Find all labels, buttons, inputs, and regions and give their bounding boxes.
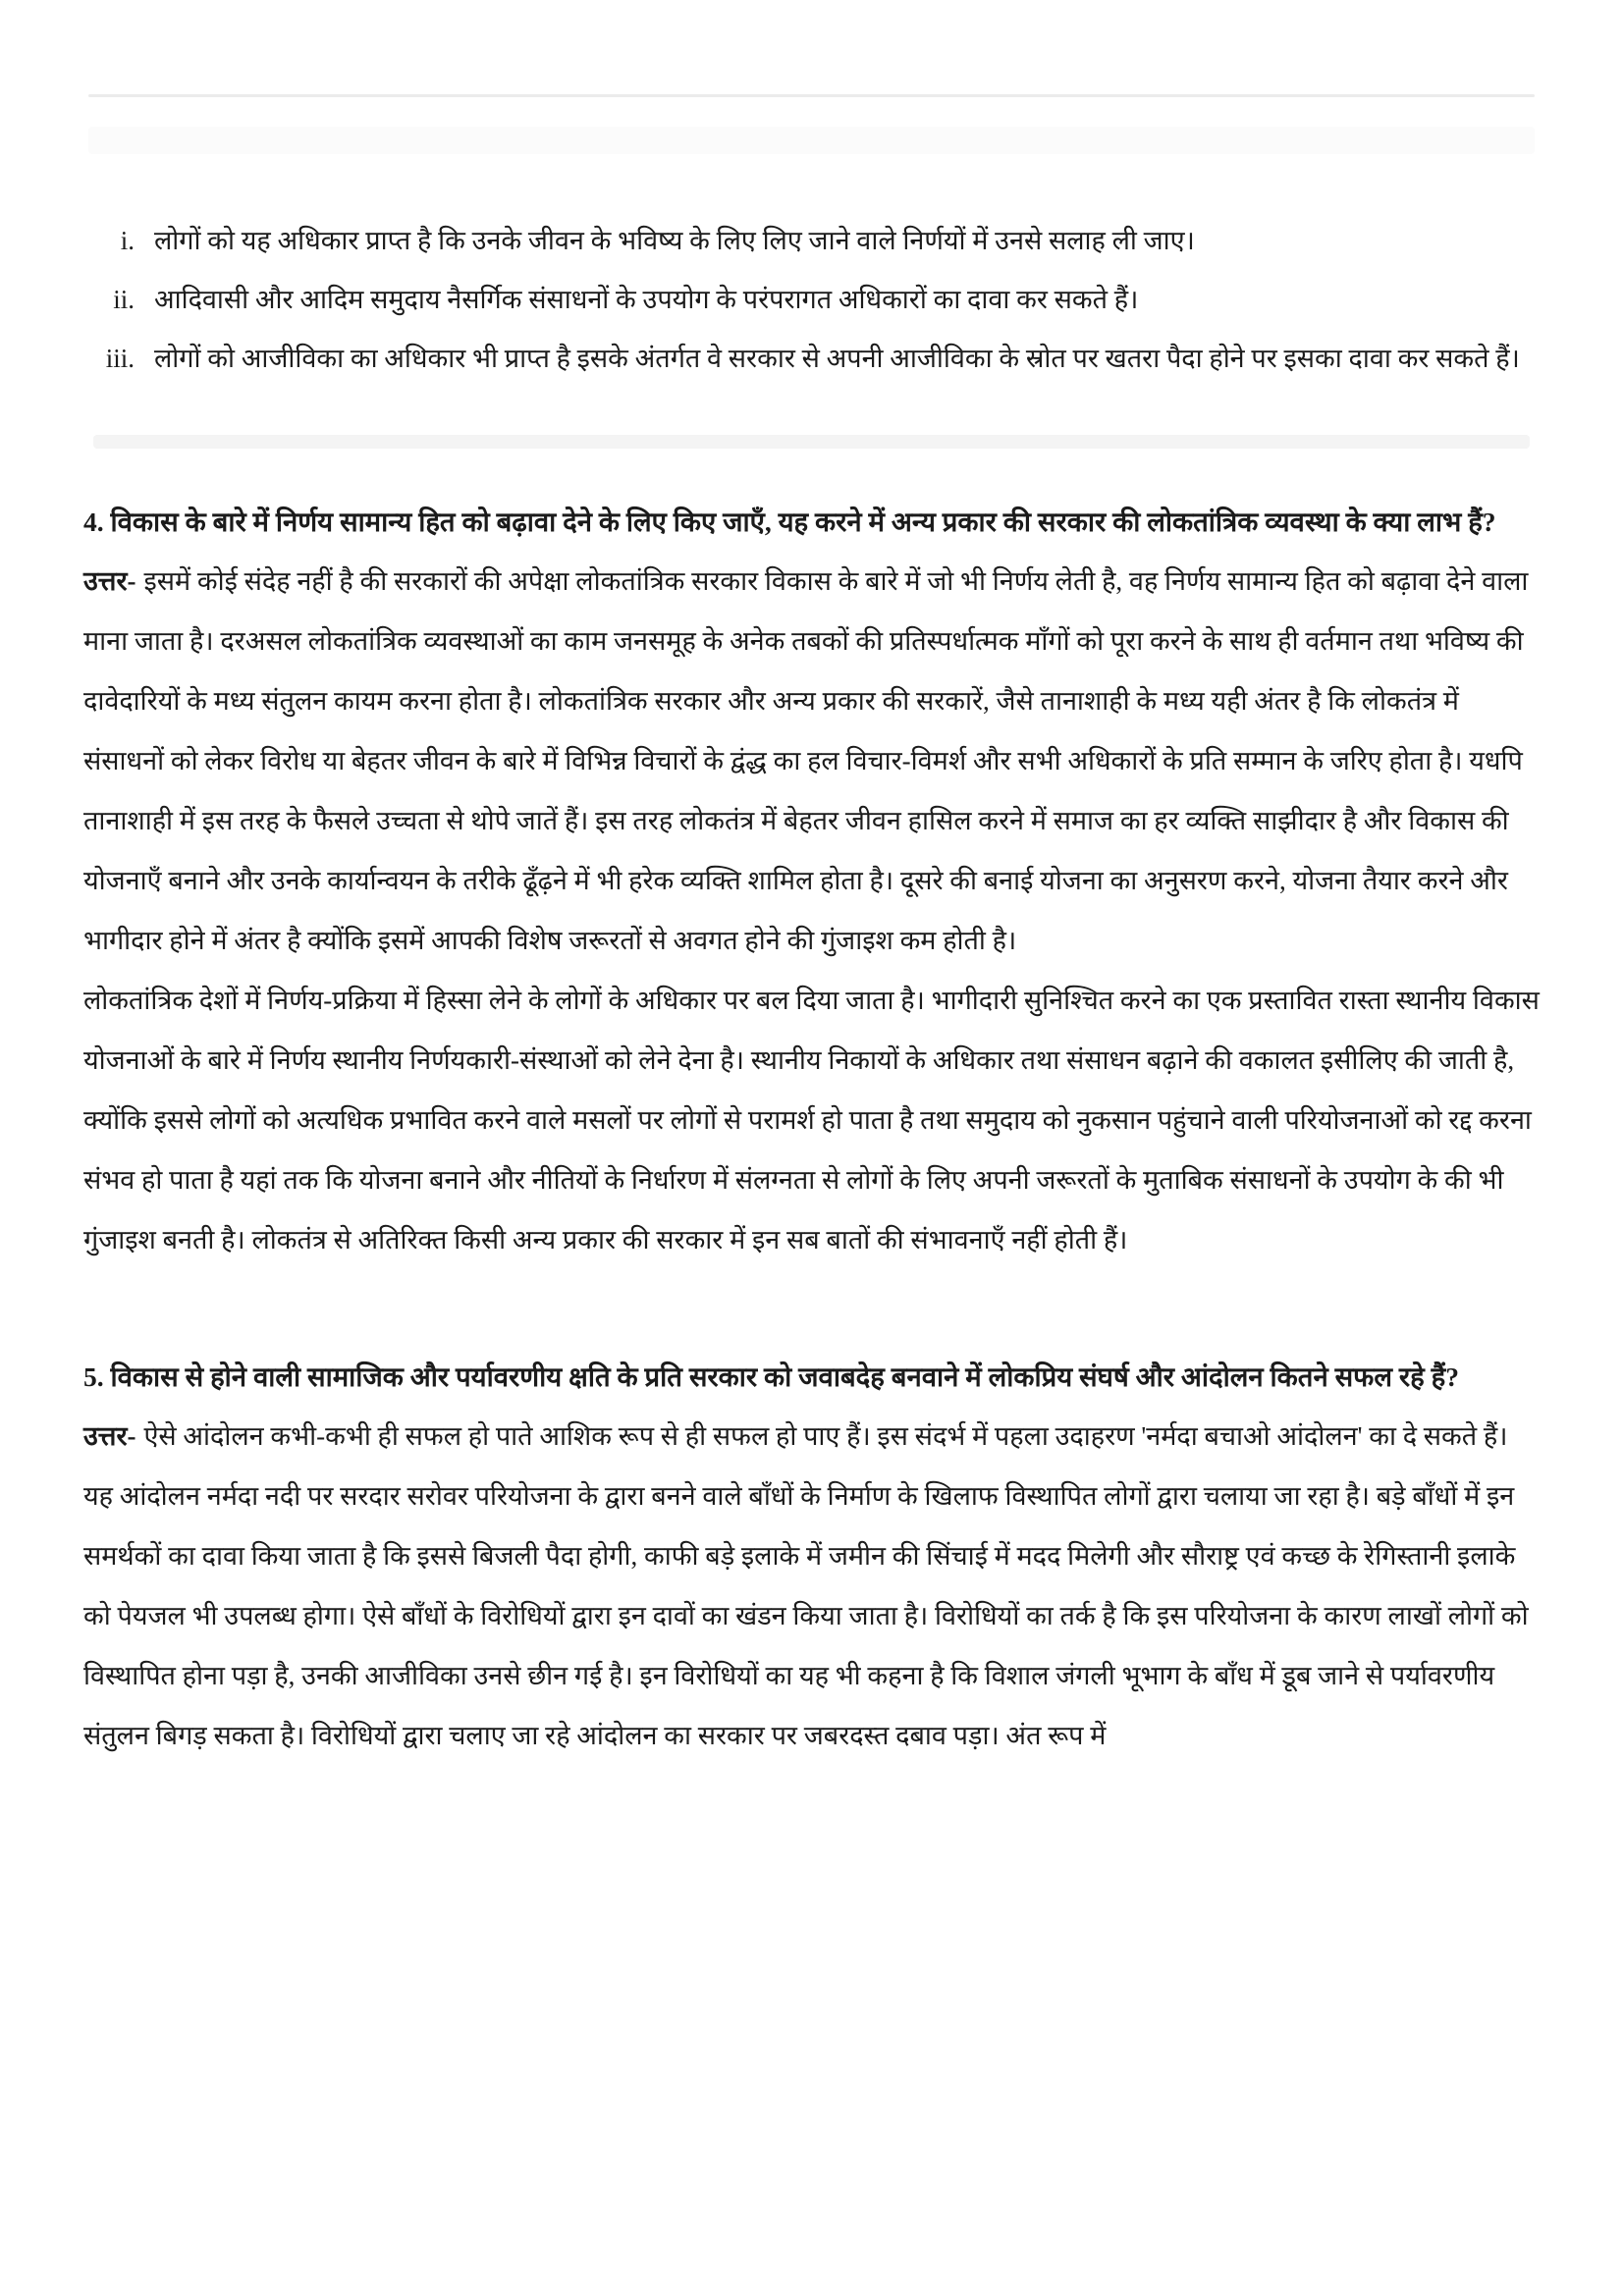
answer-text: ऐसे आंदोलन कभी-कभी ही सफल हो पाते आशिक रूप से ही सफल हो पाए हैं। इस संदर्भ में पहला उदाहरण 'नर्मदा बचाओ आंदोलन' का दे सकते हैं। यह आंदोलन नर्मदा नदी पर सरदार सरोवर परियोजना के द्वारा बनने वाले बाँधों के निर्माण के खिलाफ विस्थापित लोगों द्वारा चलाया जा रहा है। बड़े बाँधों में इन समर्थकों का दावा किया जाता है कि इससे बिजली पैदा होगी, काफी बड़े इलाके में जमीन की सिंचाई में मदद मिलेगी और सौराष्ट्र एवं कच्छ के रेगिस्तानी इलाके को पेयजल भी उपलब्ध होगा। ऐसे बाँधों के विरोधियों द्वारा इन दावों का खंडन किया जाता है। विरोधियों का तर्क है कि इस परियोजना के कारण लाखों लोगों को विस्थापित होना पड़ा है, उनकी आजीविका उनसे छीन गई है। इन विरोधियों का यह भी कहना है कि विशाल जंगली भूभाग के बाँध में डूब जाने से पर्यावरणीय संतुलन बिगड़ सकता है। विरोधियों द्वारा चलाए जा रहे आंदोलन का सरकार पर जबरदस्त दबाव पड़ा। अंत रूप में [83,1421,1529,1750]
answer-label: उत्तर- [83,566,136,596]
section-divider [93,435,1530,449]
answer-label: उत्तर- [83,1421,136,1451]
list-marker: iii. [105,344,135,373]
list-marker: i. [120,226,135,255]
list-text: लोगों को आजीविका का अधिकार भी प्राप्त है इसके अंतर्गत वे सरकार से अपनी आजीविका के स्रोत पर खतरा पैदा होने पर इसका दावा कर सकते हैं। [154,344,1520,373]
question-4-heading: 4. विकास के बारे में निर्णय सामान्य हित को बढ़ावा देने के लिए किए जाएँ, यह करने में अन्य प्रकार की सरकार की लोकतांत्रिक व्यवस्था के क्या लाभ हैं? [83,507,1496,537]
question-5-section [83,1347,1540,1766]
answer-5-paragraph-1 [83,1407,1540,1766]
list-text: आदिवासी और आदिम समुदाय नैसर्गिक संसाधनों के उपयोग के परंपरागत अधिकारों का दावा कर सकते हैं। [154,285,1139,314]
list-text: लोगों को यह अधिकार प्राप्त है कि उनके जीवन के भविष्य के लिए लिए जाने वाले निर्णयों में उनसे सलाह ली जाए। [154,226,1195,255]
intro-list [83,211,1540,388]
top-divider [88,94,1535,97]
list-item [83,329,1540,388]
answer-4-paragraph-2: लोकतांत्रिक देशों में निर्णय-प्रक्रिया में हिस्सा लेने के लोगों के अधिकार पर बल दिया जाता है। भागीदारी सुनिश्चित करने का एक प्रस्तावित रास्ता स्थानीय विकास योजनाओं के बारे में निर्णय स्थानीय निर्णयकारी-संस्थाओं को लेने देना है। स्थानीय निकायों के अधिकार तथा संसाधन बढ़ाने की वकालत इसीलिए की जाती है, क्योंकि इससे लोगों को अत्यधिक प्रभावित करने वाले मसलों पर लोगों से परामर्श हो पाता है तथा समुदाय को नुकसान पहुंचाने वाली परियोजनाओं को रद्द करना संभव हो पाता है यहां तक कि योजना बनाने और नीतियों के निर्धारण में संलग्नता से लोगों के लिए अपनी जरूरतों के मुताबिक संसाधनों के उपयोग के की भी गुंजाइश बनती है। लोकतंत्र से अतिरिक्त किसी अन्य प्रकार की सरकार में इन सब बातों की संभावनाएँ नहीं होती हैं। [83,986,1540,1255]
list-marker: ii. [113,285,135,314]
answer-text: इसमें कोई संदेह नहीं है की सरकारों की अपेक्षा लोकतांत्रिक सरकार विकास के बारे में जो भी निर्णय लेती है, वह निर्णय सामान्य हित को बढ़ावा देने वाला माना जाता है। दरअसल लोकतांत्रिक व्यवस्थाओं का काम जनसमूह के अनेक तबकों की प्रतिस्पर्धात्मक माँगों को पूरा करने के साथ ही वर्तमान तथा भविष्य की दावेदारियों के मध्य संतुलन कायम करना होता है। लोकतांत्रिक सरकार और अन्य प्रकार की सरकारें, जैसे तानाशाही के मध्य यही अंतर है कि लोकतंत्र में संसाधनों को लेकर विरोध या बेहतर जीवन के बारे में विभिन्न विचारों के द्वंद्ध का हल विचार-विमर्श और सभी अधिकारों के प्रति सम्मान के जरिए होता है। यधपि तानाशाही में इस तरह के फैसले उच्चता से थोपे जातें हैं। इस तरह लोकतंत्र में बेहतर जीवन हासिल करने में समाज का हर व्यक्ति साझीदार है और विकास की योजनाएँ बनाने और उनके कार्यान्वयन के तरीके ढूँढ़ने में भी हरेक व्यक्ति शामिल होता है। दूसरे की बनाई योजना का अनुसरण करने, योजना तैयार करने और भागीदार होने में अंतर है क्योंकि इसमें आपकी विशेष जरूरतों से अवगत होने की गुंजाइश कम होती है। [83,566,1529,955]
answer-4-paragraph-1 [83,552,1540,971]
list-item [83,211,1540,270]
question-5-heading: 5. विकास से होने वाली सामाजिक और पर्यावरणीय क्षति के प्रति सरकार को जवाबदेह बनवाने में लोकप्रिय संघर्ष और आंदोलन कितने सफल रहे हैं? [83,1362,1459,1392]
header-band [88,127,1535,154]
list-item [83,270,1540,329]
question-4-section [83,492,1540,1270]
